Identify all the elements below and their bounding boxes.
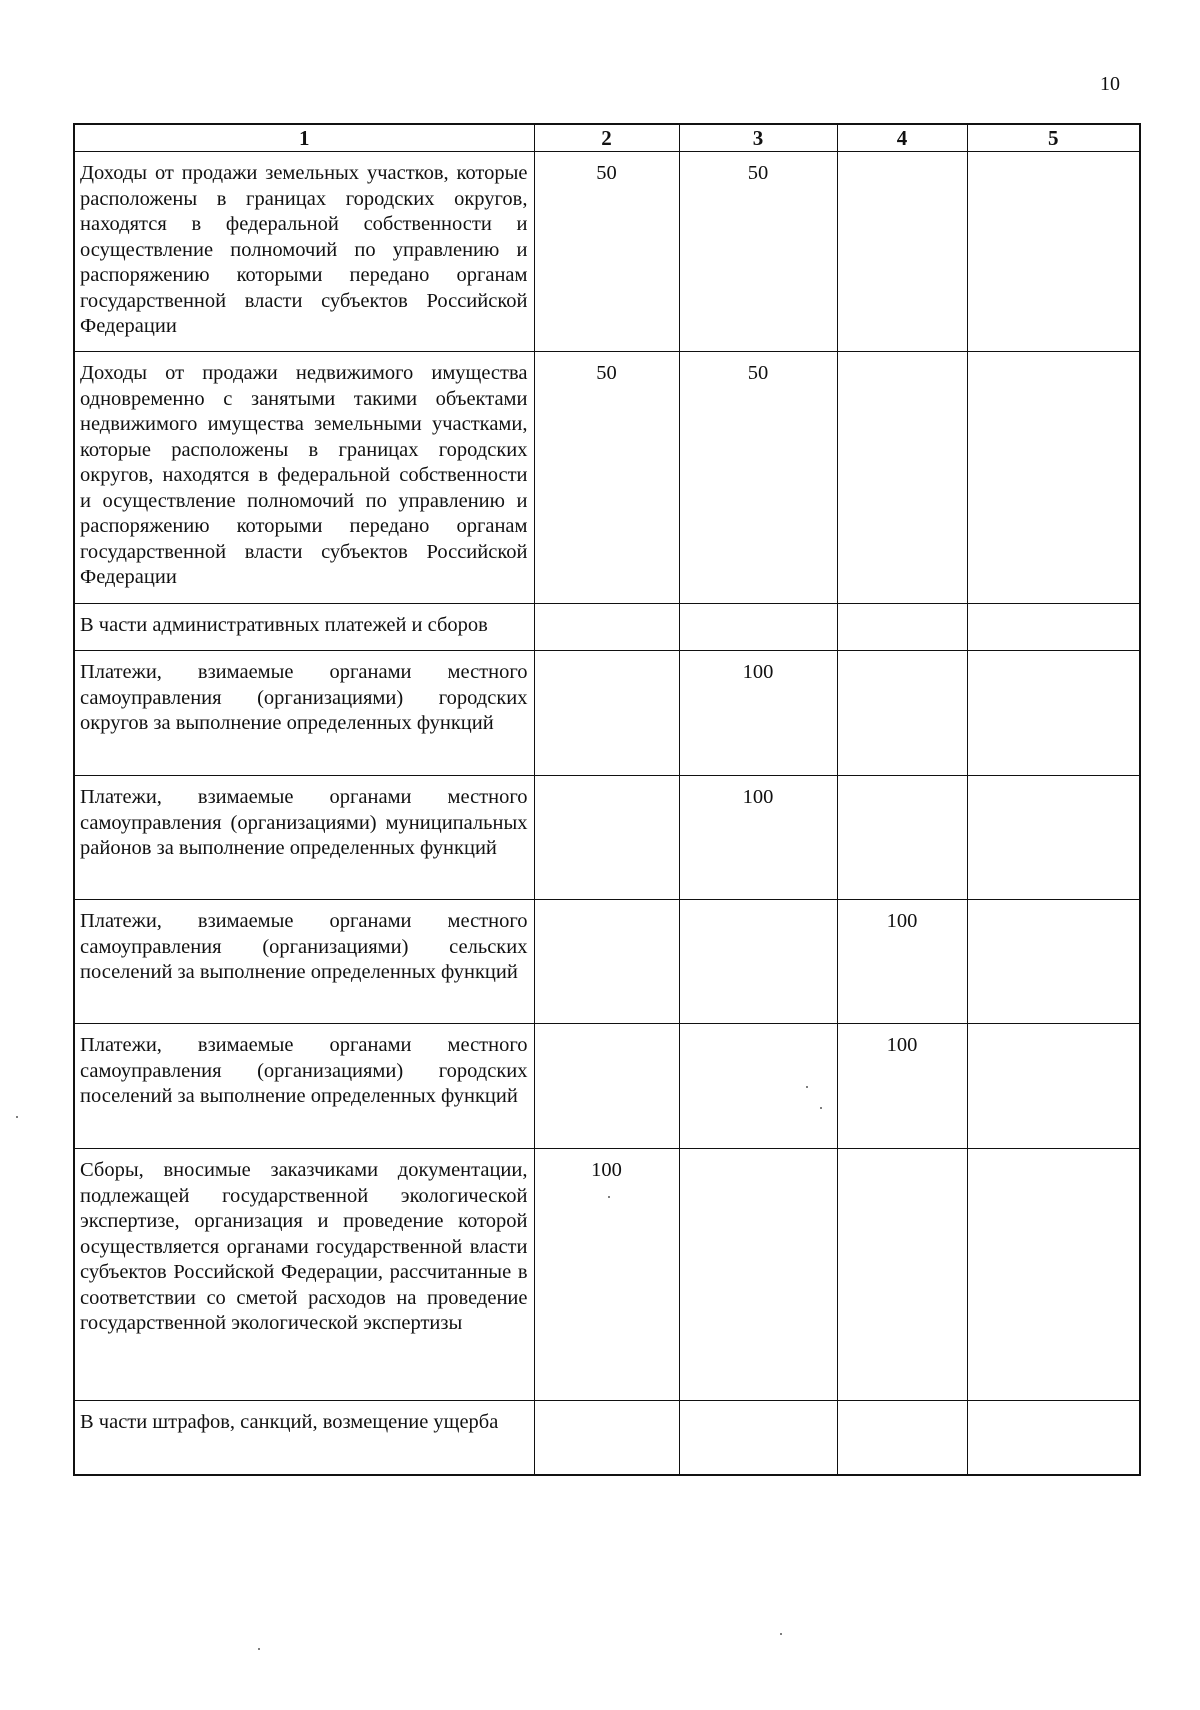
row-col-5-value — [967, 152, 1140, 352]
row-description: В части административных платежей и сборов — [74, 604, 534, 651]
row-col-5-value — [967, 900, 1140, 1024]
scan-speck — [820, 1107, 822, 1109]
table-row — [74, 1024, 1140, 1149]
row-col-3-value — [679, 900, 837, 1024]
row-col-3-value — [679, 1149, 837, 1401]
row-col-3-value: 50 — [679, 352, 837, 604]
row-col-5-value — [967, 1149, 1140, 1401]
header-col-5: 5 — [967, 124, 1140, 152]
row-col-2-value — [534, 1024, 679, 1149]
header-row — [74, 124, 1140, 152]
row-col-5-value — [967, 651, 1140, 776]
header-col-1: 1 — [74, 124, 534, 152]
table-row — [74, 1149, 1140, 1401]
row-col-3-value — [679, 604, 837, 651]
row-col-3-value: 100 — [679, 651, 837, 776]
row-col-5-value — [967, 1024, 1140, 1149]
row-description: В части штрафов, санкций, возмещение ущерба — [74, 1401, 534, 1475]
row-col-4-value — [837, 152, 967, 352]
scan-speck — [806, 1086, 808, 1088]
table-row — [74, 776, 1140, 900]
header-col-4: 4 — [837, 124, 967, 152]
row-col-2-value: 100 — [534, 1149, 679, 1401]
row-col-4-value: 100 — [837, 1024, 967, 1149]
table-row — [74, 352, 1140, 604]
row-col-4-value: 100 — [837, 900, 967, 1024]
row-description: Сборы, вносимые заказчиками документации, подлежащей государственной экологической экспертизе, организация и проведение которой осуществляется органами государственной власти субъектов Российской Федерации, рассчитанные в соответствии со сметой расходов на проведение государственной экологической экспертизы — [74, 1149, 534, 1401]
row-description: Платежи, взимаемые органами местного самоуправления (организациями) сельских поселений за выполнение определенных функций — [74, 900, 534, 1024]
row-col-4-value — [837, 1401, 967, 1475]
table-row — [74, 900, 1140, 1024]
row-description: Платежи, взимаемые органами местного самоуправления (организациями) муниципальных районов за выполнение определенных функций — [74, 776, 534, 900]
scan-speck — [608, 1196, 610, 1198]
row-col-2-value — [534, 1401, 679, 1475]
table-row — [74, 152, 1140, 352]
row-description: Доходы от продажи недвижимого имущества одновременно с занятыми такими объектами недвижимого имущества земельными участками, которые расположены в границах городских округов, находятся в федеральной собственности и осуществление полномочий по управлению и распоряжению которыми передано органам государственной власти субъектов Российской Федерации — [74, 352, 534, 604]
table-row — [74, 604, 1140, 651]
scan-speck — [16, 1116, 18, 1118]
row-col-4-value — [837, 352, 967, 604]
row-col-2-value: 50 — [534, 352, 679, 604]
row-description: Доходы от продажи земельных участков, которые расположены в границах городских округов, находятся в федеральной собственности и осуществление полномочий по управлению и распоряжению которыми передано органам государственной власти субъектов Российской Федерации — [74, 152, 534, 352]
header-col-3: 3 — [679, 124, 837, 152]
row-col-4-value — [837, 604, 967, 651]
table-row — [74, 651, 1140, 776]
scan-speck — [780, 1633, 782, 1635]
row-col-4-value — [837, 776, 967, 900]
row-col-3-value: 100 — [679, 776, 837, 900]
page-number: 10 — [1100, 73, 1120, 95]
row-col-2-value — [534, 900, 679, 1024]
row-col-3-value — [679, 1024, 837, 1149]
row-col-5-value — [967, 604, 1140, 651]
row-description: Платежи, взимаемые органами местного самоуправления (организациями) городских округов за выполнение определенных функций — [74, 651, 534, 776]
scan-speck — [258, 1648, 260, 1650]
header-col-2: 2 — [534, 124, 679, 152]
row-col-4-value — [837, 651, 967, 776]
row-col-5-value — [967, 1401, 1140, 1475]
row-col-3-value — [679, 1401, 837, 1475]
row-col-5-value — [967, 776, 1140, 900]
row-col-2-value — [534, 651, 679, 776]
table-row — [74, 1401, 1140, 1475]
row-col-3-value: 50 — [679, 152, 837, 352]
row-col-2-value — [534, 776, 679, 900]
row-col-4-value — [837, 1149, 967, 1401]
row-description: Платежи, взимаемые органами местного самоуправления (организациями) городских поселений за выполнение определенных функций — [74, 1024, 534, 1149]
row-col-2-value: 50 — [534, 152, 679, 352]
row-col-5-value — [967, 352, 1140, 604]
revenue-distribution-table — [73, 123, 1141, 1476]
row-col-2-value — [534, 604, 679, 651]
